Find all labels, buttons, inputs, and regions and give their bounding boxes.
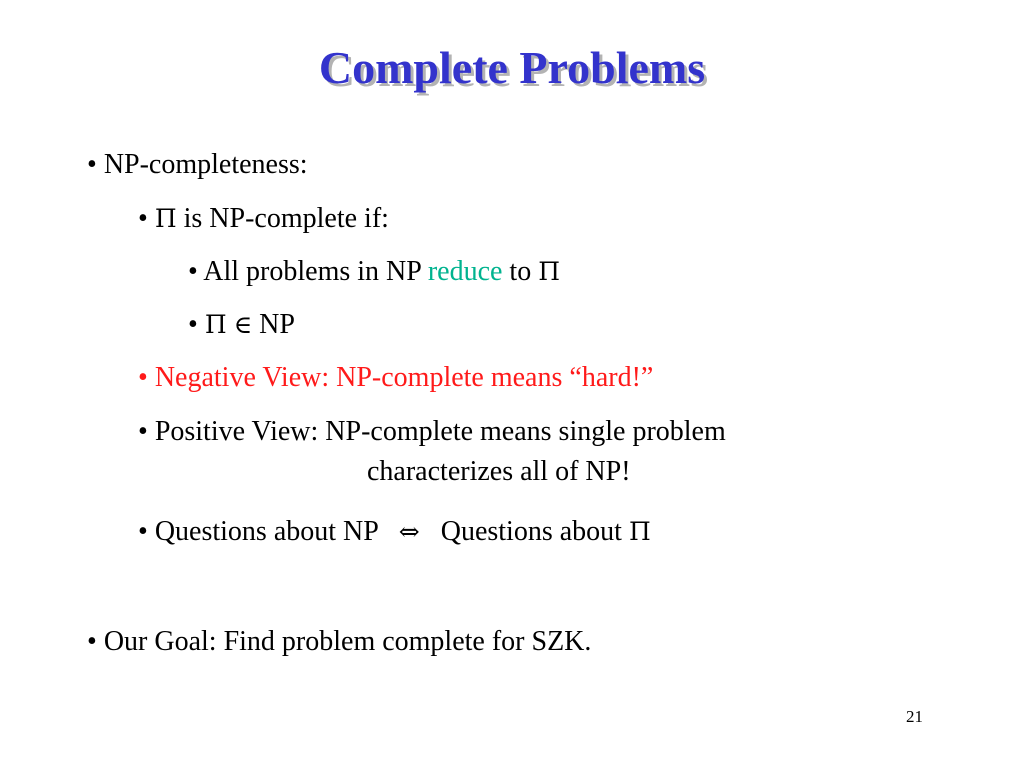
bullet-marker: •	[138, 203, 148, 234]
slide-title: Complete Problems	[318, 42, 706, 93]
reduce-highlight: reduce	[427, 256, 503, 287]
bullet-marker: •	[138, 516, 148, 547]
bullet-marker: •	[138, 362, 148, 393]
bullet-marker: •	[87, 626, 97, 657]
bullet-text-after: to	[509, 256, 532, 287]
bullet-negative-view	[138, 361, 653, 395]
double-arrow-icon: ⇔	[398, 517, 420, 546]
bullet-text-right: Questions about	[440, 516, 622, 547]
bullet-text: NP	[259, 309, 295, 340]
bullet-positive-view	[138, 415, 726, 449]
pi-symbol: Π	[538, 257, 561, 286]
bullet-questions-equivalence	[138, 515, 651, 549]
bullet-pi-in-np	[188, 308, 295, 342]
positive-view-continuation: characterizes all of NP!	[367, 456, 631, 487]
bullet-marker: •	[138, 416, 148, 447]
bullet-text: Negative View: NP-complete means “hard!”	[154, 362, 654, 393]
pi-symbol: Π	[154, 204, 177, 233]
element-of-symbol: ∈	[233, 310, 253, 339]
pi-symbol: Π	[204, 310, 227, 339]
bullet-all-problems-reduce	[188, 255, 560, 289]
bullet-text-before: All problems in NP	[203, 256, 421, 287]
bullet-text: NP-completeness:	[103, 149, 308, 180]
bullet-text: Positive View: NP-complete means single problem	[154, 416, 726, 447]
bullet-text: is NP-complete if:	[183, 203, 389, 234]
bullet-our-goal	[87, 625, 591, 659]
bullet-np-completeness	[87, 148, 308, 182]
bullet-marker: •	[87, 149, 97, 180]
bullet-pi-is-np-complete	[138, 202, 389, 236]
bullet-text: Our Goal: Find problem complete for SZK.	[103, 626, 592, 657]
bullet-marker: •	[188, 309, 198, 340]
bullet-marker: •	[188, 256, 198, 287]
page-number: 21	[906, 707, 923, 726]
pi-symbol: Π	[628, 517, 651, 546]
bullet-text-left: Questions about NP	[154, 516, 378, 547]
